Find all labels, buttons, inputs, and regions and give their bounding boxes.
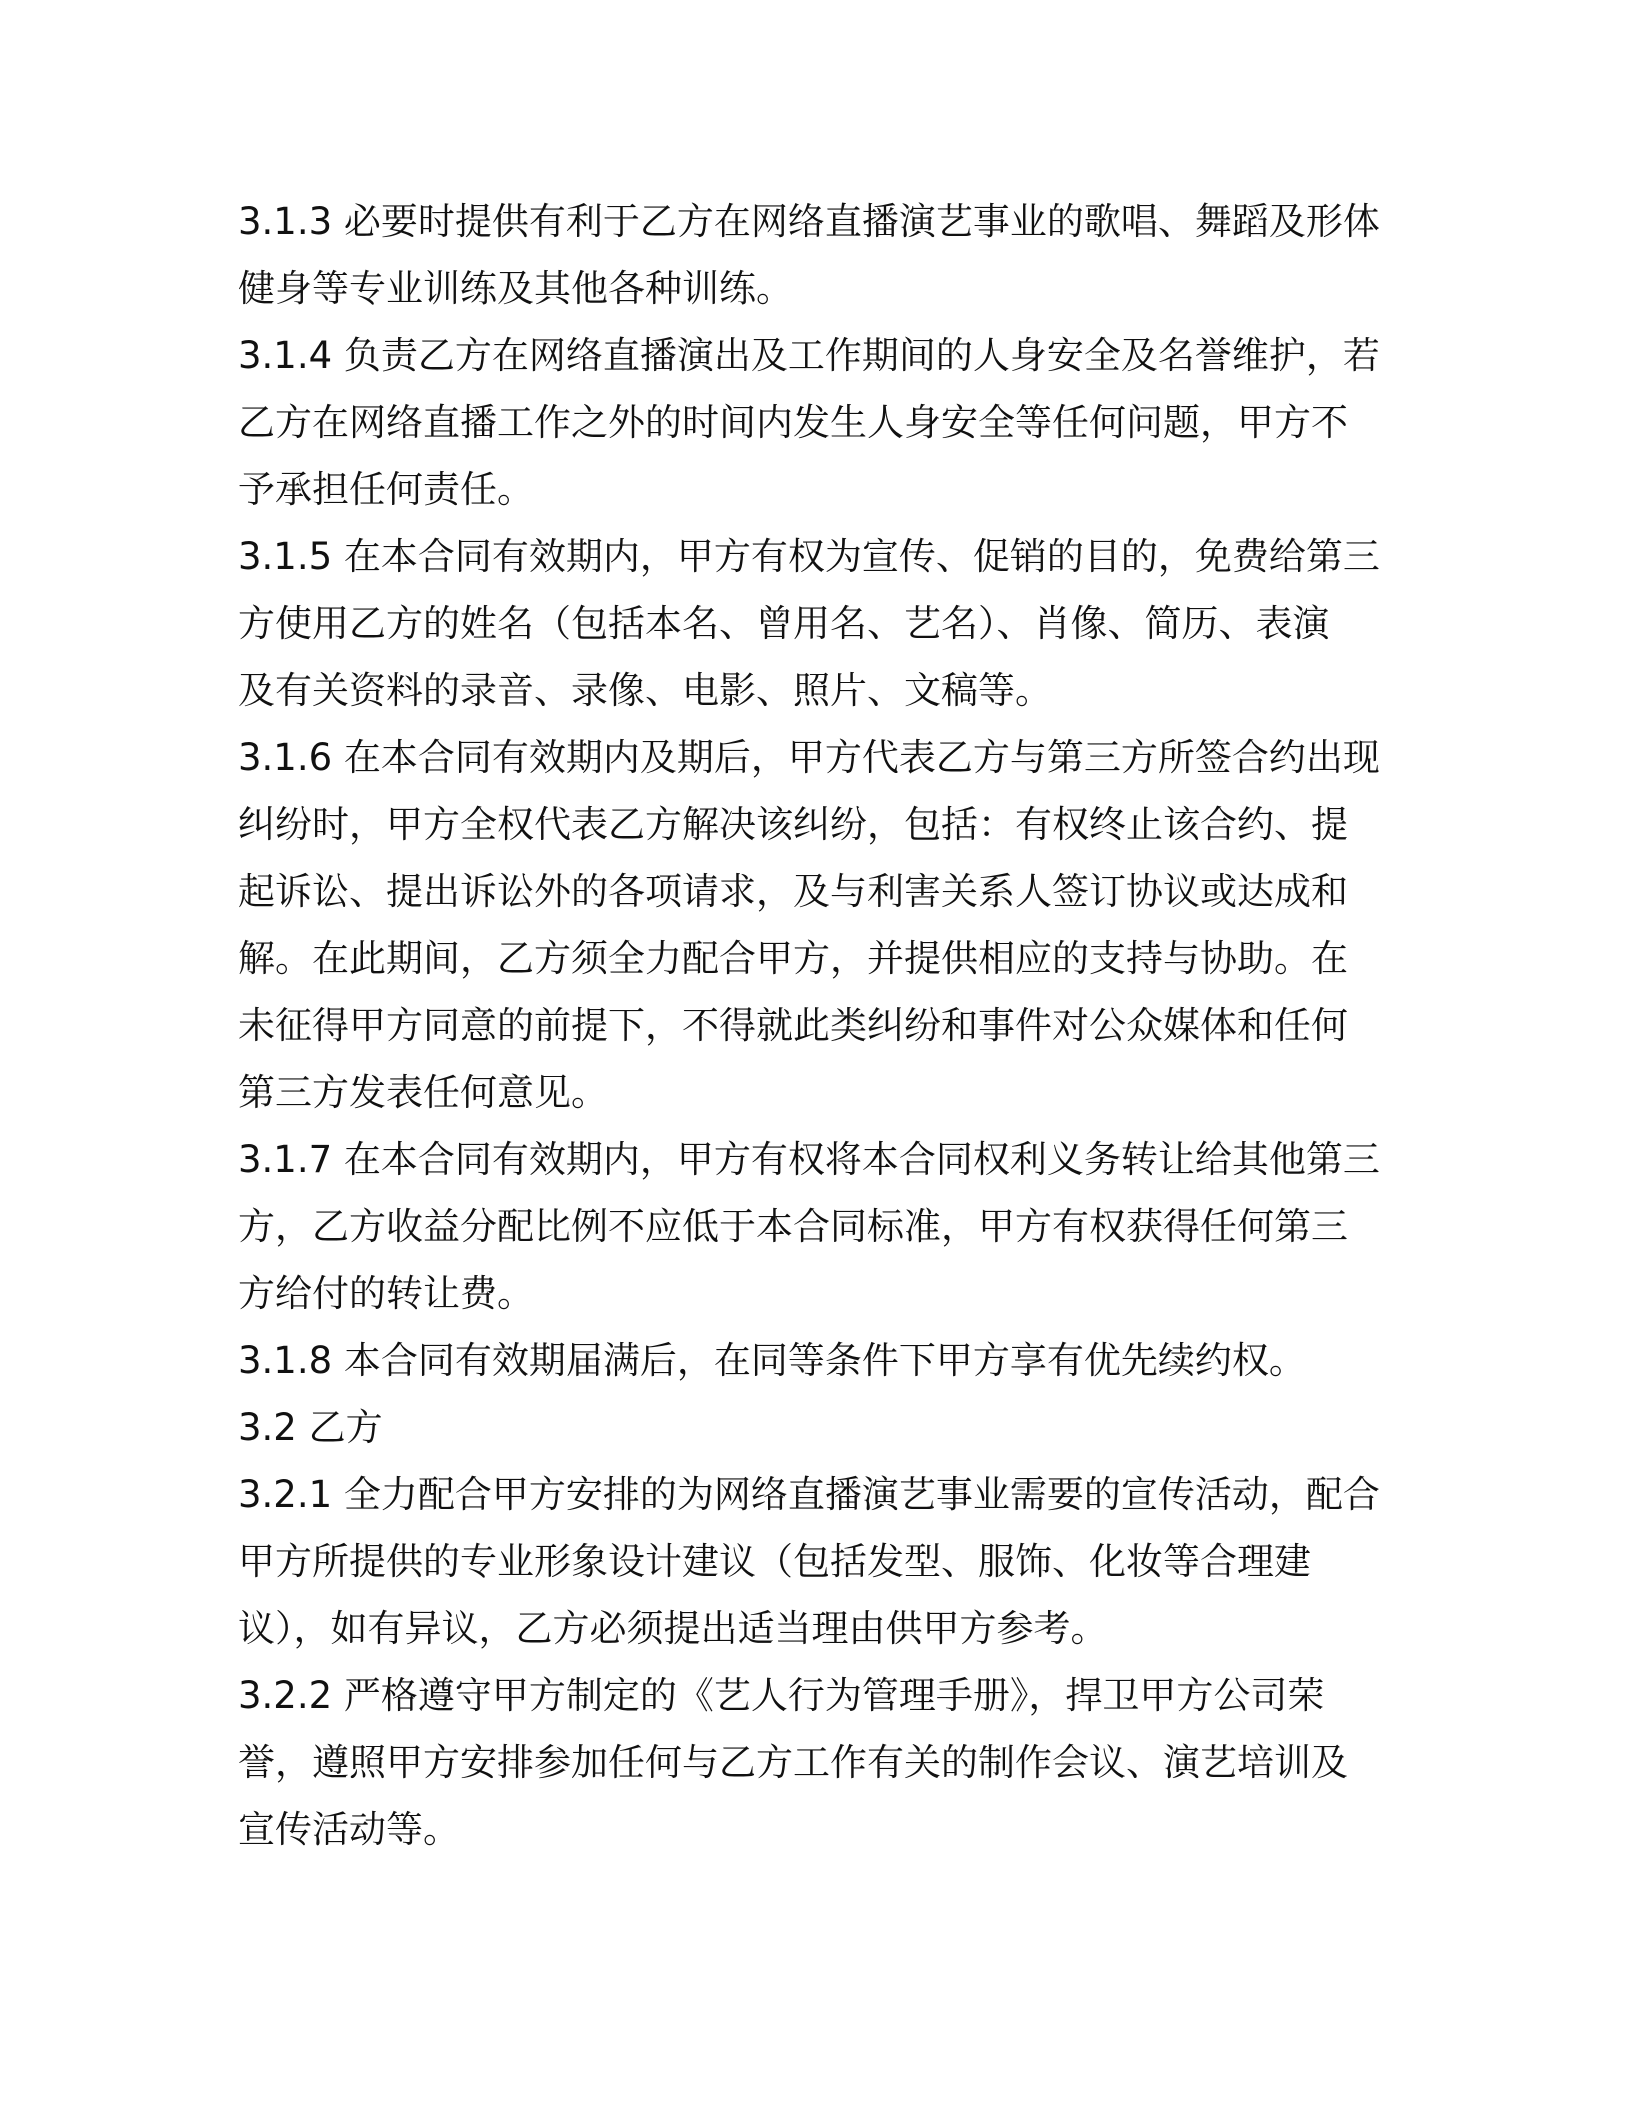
text-line: 誉，遵照甲方安排参加任何与乙方工作有关的制作会议、演艺培训及 [238,1741,1348,1784]
text-line: 纠纷时，甲方全权代表乙方解决该纠纷，包括：有权终止该合约、提 [238,803,1348,846]
text-line: 解。在此期间，乙方须全力配合甲方，并提供相应的支持与协助。在 [238,937,1348,980]
text-line: 3.1.5 在本合同有效期内，甲方有权为宣传、促销的目的，免费给第三 [238,535,1380,578]
text-line: 议），如有异议，乙方必须提出适当理由供甲方参考。 [238,1607,1108,1650]
clause-3-1-6 [238,724,1408,1126]
text-line: 乙方在网络直播工作之外的时间内发生人身安全等任何问题，甲方不 [238,401,1348,444]
text-line: 第三方发表任何意见。 [238,1071,608,1114]
text-line: 3.1.7 在本合同有效期内，甲方有权将本合同权利义务转让给其他第三 [238,1138,1380,1181]
text-line: 3.2 乙方 [238,1406,383,1449]
text-line: 方使用乙方的姓名（包括本名、曾用名、艺名）、肖像、简历、表演 [238,602,1330,645]
clause-3-1-8 [238,1327,1408,1394]
clause-3-1-3 [238,188,1408,322]
clause-3-1-7 [238,1126,1408,1327]
text-line: 3.1.4 负责乙方在网络直播演出及工作期间的人身安全及名誉维护，若 [238,334,1380,377]
text-line: 予承担任何责任。 [238,468,534,511]
text-line: 3.2.1 全力配合甲方安排的为网络直播演艺事业需要的宣传活动，配合 [238,1473,1380,1516]
clause-3-2-2 [238,1662,1408,1863]
text-line: 健身等专业训练及其他各种训练。 [238,267,793,310]
clause-3-2-1 [238,1461,1408,1662]
text-line: 3.1.8 本合同有效期届满后，在同等条件下甲方享有优先续约权。 [238,1339,1306,1382]
text-line: 未征得甲方同意的前提下，不得就此类纠纷和事件对公众媒体和任何 [238,1004,1348,1047]
text-line: 宣传活动等。 [238,1808,460,1851]
text-line: 方给付的转让费。 [238,1272,534,1315]
text-line: 3.2.2 严格遵守甲方制定的《艺人行为管理手册》，捍卫甲方公司荣 [238,1674,1325,1717]
clause-3-1-5 [238,523,1408,724]
text-line: 3.1.6 在本合同有效期内及期后，甲方代表乙方与第三方所签合约出现 [238,736,1380,779]
document-body [238,188,1408,1863]
text-line: 3.1.3 必要时提供有利于乙方在网络直播演艺事业的歌唱、舞蹈及形体 [238,200,1380,243]
text-line: 起诉讼、提出诉讼外的各项请求，及与利害关系人签订协议或达成和 [238,870,1348,913]
section-heading-3-2 [238,1394,1408,1461]
text-line: 方，乙方收益分配比例不应低于本合同标准，甲方有权获得任何第三 [238,1205,1348,1248]
text-line: 甲方所提供的专业形象设计建议（包括发型、服饰、化妆等合理建 [238,1540,1311,1583]
text-line: 及有关资料的录音、录像、电影、照片、文稿等。 [238,669,1052,712]
clause-3-1-4 [238,322,1408,523]
